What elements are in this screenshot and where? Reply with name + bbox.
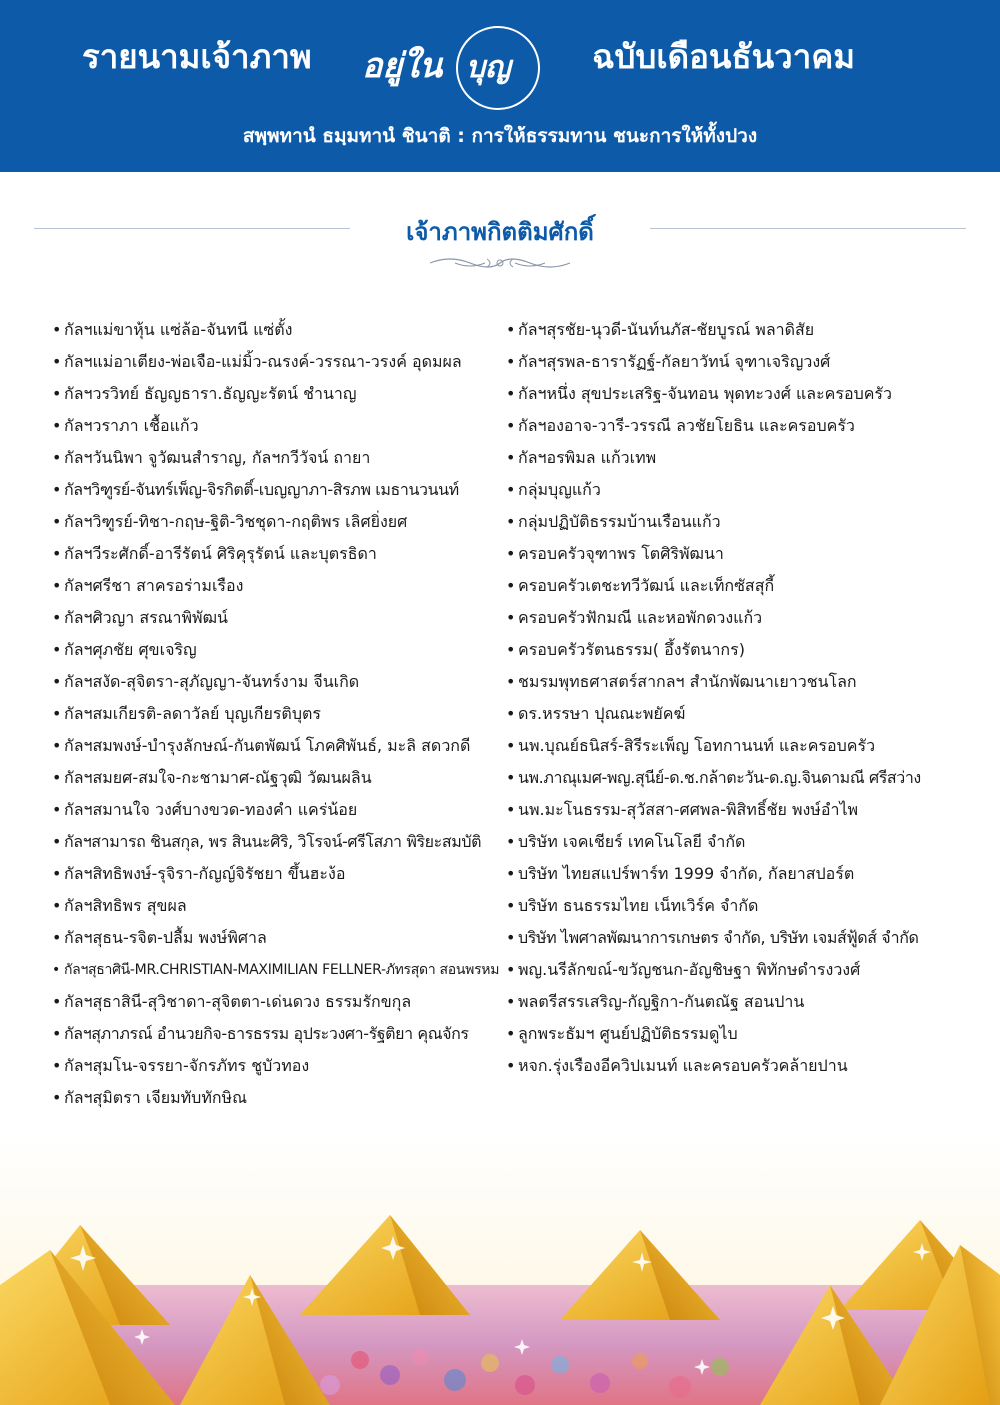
bullet-icon: • <box>52 928 62 947</box>
bullet-icon: • <box>506 736 516 755</box>
bullet-icon: • <box>52 640 62 659</box>
list-item <box>506 506 966 538</box>
list-item <box>52 506 500 538</box>
bullet-icon: • <box>52 512 62 531</box>
donor-name: กัลฯสุธาสินี-สุวิชาดา-สุจิตตา-เด่นดวง ธรรมรักขกุล <box>64 992 412 1011</box>
list-item <box>52 634 500 666</box>
donor-name: ดร.หรรษา ปุณณะพยัคฆ์ <box>518 704 686 723</box>
list-item <box>52 410 500 442</box>
donor-name: กัลฯสมยศ-สมใจ-กะชามาศ-ณัฐวุฒิ วัฒนผลิน <box>64 768 372 787</box>
donor-name: กัลฯสุธาศินี-MR.CHRISTIAN-MAXIMILIAN FELLNER-ภัทรสุดา สอนพรหม <box>64 962 500 978</box>
donor-name: กัลฯสุภาภรณ์ อำนวยกิจ-ธารธรรม อุประวงศา-รัฐติยา คุณจักร <box>64 1024 469 1043</box>
bullet-icon: • <box>52 544 62 563</box>
logo-text-b: บุญ <box>466 50 511 85</box>
section-divider-left <box>34 228 350 229</box>
bullet-icon: • <box>506 608 516 627</box>
list-item <box>506 890 966 922</box>
header-subtitle: สพฺพทานํ ธมฺมทานํ ชินาติ : การให้ธรรมทาน ชนะการให้ทั้งปวง <box>242 125 758 147</box>
donor-name: กัลฯสุมโน-จรรยา-จักรภัทร ชูบัวทอง <box>64 1056 310 1075</box>
donor-name: กัลฯสงัด-สุจิตรา-สุภัญญา-จันทร์งาม จีนเกิด <box>64 672 360 691</box>
list-item <box>52 858 500 890</box>
bullet-icon: • <box>52 672 62 691</box>
donor-name: ครอบครัวรัตนธรรม( อึ้งรัตนากร) <box>518 640 745 659</box>
bullet-icon: • <box>506 512 516 531</box>
list-item <box>506 474 966 506</box>
list-item <box>506 634 966 666</box>
bullet-icon: • <box>506 800 516 819</box>
donor-name: กลุ่มบุญแก้ว <box>518 480 601 499</box>
list-item <box>52 538 500 570</box>
list-item <box>52 730 500 762</box>
bullet-icon: • <box>506 384 516 403</box>
donor-name: กัลฯสมานใจ วงศ์บางขวด-ทองคำ แคร่น้อย <box>64 800 358 819</box>
list-item <box>52 762 500 794</box>
logo <box>358 20 558 115</box>
donor-name: กัลฯศรีชา สาครอร่ามเรือง <box>64 576 244 595</box>
list-item <box>506 602 966 634</box>
bullet-icon: • <box>52 384 62 403</box>
list-item <box>506 378 966 410</box>
list-item <box>52 314 500 346</box>
bullet-icon: • <box>506 1024 516 1043</box>
list-item <box>52 890 500 922</box>
bullet-icon: • <box>52 768 62 787</box>
donor-name: กัลฯสิทธิพร สุขผล <box>64 896 187 915</box>
list-item <box>506 410 966 442</box>
bullet-icon: • <box>506 960 516 979</box>
list-item <box>506 1050 966 1082</box>
bullet-icon: • <box>52 896 62 915</box>
donor-name: กัลฯวิฑูรย์-ทิชา-กฤษ-ฐิติ-วิชชุดา-กฤติพร เลิศยิ่งยศ <box>64 512 408 531</box>
list-item <box>506 730 966 762</box>
list-item <box>506 1018 966 1050</box>
donor-name: บริษัท ไทยสแปร์พาร์ท 1999 จำกัด, กัลยาสปอร์ต <box>518 864 855 883</box>
list-item <box>506 314 966 346</box>
section-title: เจ้าภาพกิตติมศักดิ์ <box>406 218 594 246</box>
bullet-icon: • <box>506 416 516 435</box>
donor-name: กัลฯสมพงษ์-บำรุงลักษณ์-กันตพัฒน์ โภคศิพันธ์, มะลิ สดวกดี <box>64 736 471 755</box>
bullet-icon: • <box>52 608 62 627</box>
list-item <box>52 442 500 474</box>
list-item <box>506 858 966 890</box>
donor-name: ครอบครัวจุฑาพร โตศิริพัฒนา <box>518 544 724 563</box>
ornament-flourish-icon <box>425 253 575 273</box>
donor-name: กัลฯสุธน-รจิต-ปลื้ม พงษ์พิศาล <box>64 928 267 947</box>
donor-name: นพ.มะโนธรรม-สุวัสสา-ศศพล-พิสิทธิ์ชัย พงษ์อำไพ <box>518 800 859 819</box>
pyramid-scene-illustration <box>0 1135 1000 1405</box>
donor-name: กัลฯวิฑูรย์-จันทร์เพ็ญ-จิรกิตติ์-เบญญาภา-สิรภพ เมธานวนนท์ <box>64 480 459 499</box>
donor-name: พญ.นรีลักขณ์-ขวัญชนก-อัญชิษฐา พิทักษดำรงวงศ์ <box>518 960 861 979</box>
donor-name: บริษัท ไพศาลพัฒนาการเกษตร จำกัด, บริษัท เจมส์ฟู้ดส์ จำกัด <box>518 928 919 947</box>
donor-name: นพ.บุณย์ธนิสร์-สิรีระเพ็ญ โอทกานนท์ และครอบครัว <box>518 736 876 755</box>
donor-name: ชมรมพุทธศาสตร์สากลฯ สำนักพัฒนาเยาวชนโลก <box>518 672 857 691</box>
bullet-icon: • <box>52 962 60 978</box>
donor-name: กลุ่มปฏิบัติธรรมบ้านเรือนแก้ว <box>518 512 721 531</box>
donor-name: บริษัท เจคเชียร์ เทคโนโลยี จำกัด <box>518 832 746 851</box>
list-item <box>52 698 500 730</box>
donor-name: กัลฯองอาจ-วารี-วรรณี ลวชัยโยธิน และครอบครัว <box>518 416 855 435</box>
donor-name: พลตรีสรรเสริญ-กัญฐิกา-กันตณัฐ สอนปาน <box>518 992 805 1011</box>
bullet-icon: • <box>52 704 62 723</box>
bullet-icon: • <box>506 544 516 563</box>
list-item <box>506 570 966 602</box>
list-item <box>52 826 500 858</box>
bullet-icon: • <box>506 768 516 787</box>
list-item <box>52 1082 500 1114</box>
bullet-icon: • <box>52 416 62 435</box>
donor-name: กัลฯแม่ขาหุ้น แซ่ล้อ-จันทนี แซ่ตั้ง <box>64 320 293 339</box>
bullet-icon: • <box>52 1024 62 1043</box>
donor-name: หจก.รุ่งเรืองอีควิปเมนท์ และครอบครัวคล้ายปาน <box>518 1056 848 1075</box>
list-item <box>506 538 966 570</box>
donor-name: ครอบครัวเตชะทวีวัฒน์ และเท็กซัสสุกี้ <box>518 576 775 595</box>
list-item <box>506 986 966 1018</box>
list-item <box>52 378 500 410</box>
list-item <box>52 986 500 1018</box>
bullet-icon: • <box>52 992 62 1011</box>
donor-list-right <box>506 314 966 1082</box>
donor-name: กัลฯวรวิทย์ ธัญญธารา.ธัญญะรัตน์ ชำนาญ <box>64 384 357 403</box>
bullet-icon: • <box>52 576 62 595</box>
list-item <box>52 1018 500 1050</box>
list-item <box>506 698 966 730</box>
bullet-icon: • <box>506 480 516 499</box>
header-title-left: รายนามเจ้าภาพ <box>82 37 312 76</box>
donor-name: ลูกพระธัมฯ ศูนย์ปฏิบัติธรรมดูไบ <box>518 1024 738 1043</box>
list-item <box>506 922 966 954</box>
list-item <box>52 474 500 506</box>
list-item <box>52 346 500 378</box>
list-item <box>506 826 966 858</box>
bullet-icon: • <box>506 896 516 915</box>
list-item <box>52 954 500 986</box>
bullet-icon: • <box>506 448 516 467</box>
bullet-icon: • <box>506 928 516 947</box>
list-item <box>52 666 500 698</box>
bullet-icon: • <box>506 864 516 883</box>
donor-name: กัลฯสุมิตรา เจียมทับทักษิณ <box>64 1088 247 1107</box>
list-item <box>506 666 966 698</box>
list-item <box>52 602 500 634</box>
bullet-icon: • <box>506 320 516 339</box>
donor-name: กัลฯสุรพล-ธารารัฏฐ์-กัลยาวัทน์ จุฑาเจริญวงศ์ <box>518 352 831 371</box>
bullet-icon: • <box>506 640 516 659</box>
donor-name: ครอบครัวฟักมณี และหอพักดวงแก้ว <box>518 608 763 627</box>
donor-list-left <box>52 314 500 1114</box>
section-divider-right <box>650 228 966 229</box>
donor-name: บริษัท ธนธรรมไทย เน็ทเวิร์ค จำกัด <box>518 896 759 915</box>
bullet-icon: • <box>506 992 516 1011</box>
donor-name: กัลฯวราภา เชื้อแก้ว <box>64 416 199 435</box>
donor-name: กัลฯศุภชัย ศุขเจริญ <box>64 640 197 659</box>
bullet-icon: • <box>52 1056 62 1075</box>
donor-name: กัลฯสมเกียรติ-ลดาวัลย์ บุญเกียรติบุตร <box>64 704 321 723</box>
logo-text-a: อยู่ใน <box>362 46 443 86</box>
bullet-icon: • <box>506 352 516 371</box>
donor-name: กัลฯสิทธิพงษ์-รุจิรา-กัญญ์จิรัชยา ขึ้นฮะง้อ <box>64 864 346 883</box>
list-item <box>506 442 966 474</box>
donor-name: กัลฯอรพิมล แก้วเทพ <box>518 448 657 467</box>
bullet-icon: • <box>52 1088 62 1107</box>
list-item <box>506 762 966 794</box>
bullet-icon: • <box>52 448 62 467</box>
list-item <box>52 570 500 602</box>
donor-name: กัลฯวีระศักดิ์-อารีรัตน์ ศิริคุรุรัตน์ และบุตรธิดา <box>64 544 377 563</box>
header-title-right: ฉบับเดือนธันวาคม <box>592 37 856 76</box>
list-item <box>52 794 500 826</box>
donor-name: กัลฯวันนิพา จูวัฒนสำราญ, กัลฯกวีวัจน์ ถายา <box>64 448 371 467</box>
list-item <box>52 1050 500 1082</box>
bullet-icon: • <box>52 832 62 851</box>
bullet-icon: • <box>506 672 516 691</box>
bullet-icon: • <box>52 800 62 819</box>
list-item <box>506 346 966 378</box>
donor-name: กัลฯสุรชัย-นุวดี-นันท์นภัส-ชัยบูรณ์ พลาดิสัย <box>518 320 815 339</box>
bullet-icon: • <box>506 832 516 851</box>
bullet-icon: • <box>506 704 516 723</box>
bullet-icon: • <box>506 1056 516 1075</box>
donor-name: นพ.ภาณุเมศ-พญ.สุนีย์-ด.ช.กล้าตะวัน-ด.ญ.จินดามณี ศรีสว่าง <box>518 768 921 787</box>
header-banner <box>0 0 1000 172</box>
donor-name: กัลฯสามารถ ชินสกุล, พร สินนะศิริ, วิโรจน์-ศรีโสภา พิริยะสมบัติ <box>64 832 482 851</box>
bullet-icon: • <box>52 736 62 755</box>
donor-name: กัลฯศิวญา สรณาพิพัฒน์ <box>64 608 228 627</box>
donor-name: กัลฯหนึ่ง สุขประเสริฐ-จันทอน พุดทะวงศ์ และครอบครัว <box>518 384 892 403</box>
bullet-icon: • <box>52 320 62 339</box>
donor-name: กัลฯแม่อาเตียง-พ่อเจือ-แม่มิ้ว-ณรงค์-วรรณา-วรงค์ อุดมผล <box>64 352 462 371</box>
bullet-icon: • <box>52 864 62 883</box>
bullet-icon: • <box>506 576 516 595</box>
list-item <box>506 954 966 986</box>
bullet-icon: • <box>52 480 62 499</box>
bullet-icon: • <box>52 352 62 371</box>
list-item <box>52 922 500 954</box>
list-item <box>506 794 966 826</box>
